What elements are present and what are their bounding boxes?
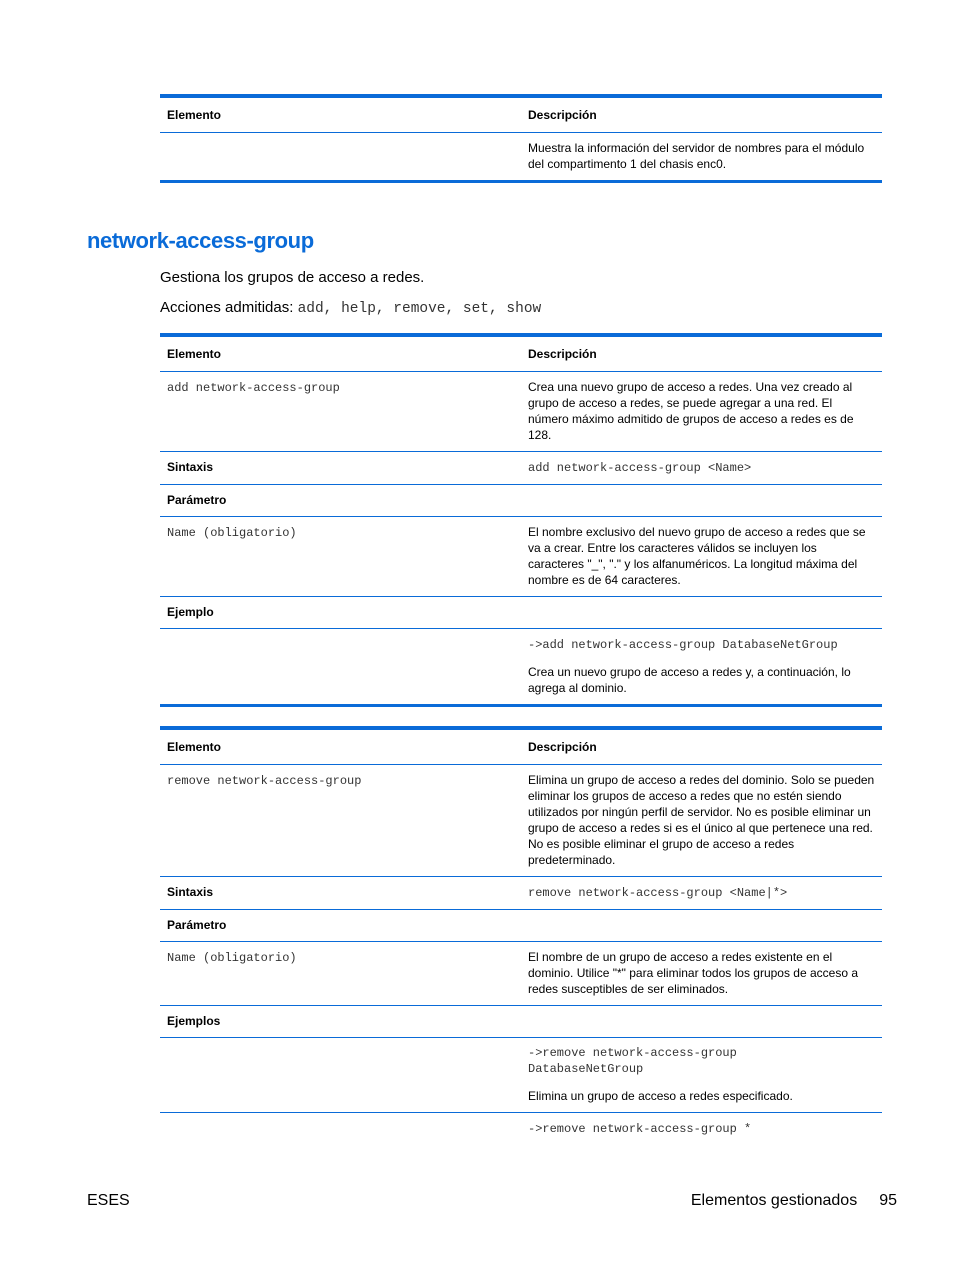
table-row-param xyxy=(160,942,882,1006)
command-cell xyxy=(160,372,521,452)
section-intro: Gestiona los grupos de acceso a redes. xyxy=(160,269,425,286)
example-description: Crea un nuevo grupo de acceso a redes y, a continuación, lo agrega al dominio. xyxy=(528,665,851,695)
param-description: El nombre exclusivo del nuevo grupo de acceso a redes que se va a crear. Entre los caracteres válidos se incluyen los caracteres "_", "." y los alfanuméricos. La longitud máxima del nombre es de 64 caracteres. xyxy=(528,525,866,587)
example-code-block xyxy=(528,1045,875,1077)
table-row-command xyxy=(160,372,882,452)
syntax-label: Sintaxis xyxy=(167,460,214,474)
table-row-command xyxy=(160,765,882,877)
footer-right xyxy=(691,1192,897,1210)
table-row-param xyxy=(160,517,882,597)
empty-cell xyxy=(160,1113,521,1146)
param-description: El nombre de un grupo de acceso a redes existente en el dominio. Utilice "*" para eliminar todos los grupos de acceso a redes susceptibles de ser eliminados. xyxy=(528,950,859,996)
empty-cell xyxy=(521,597,882,629)
table-row-examples-label xyxy=(160,1006,882,1038)
footer-section: Elementos gestionados xyxy=(690,1192,858,1209)
table-row xyxy=(160,133,882,182)
section-title: network-access-group xyxy=(87,228,314,253)
syntax-code: add network-access-group <Name> xyxy=(528,461,752,475)
command-description: Elimina un grupo de acceso a redes del dominio. Solo se pueden eliminar los grupos de acceso a redes que no estén siendo utilizados por ningún perfil de servidor. No es posible eliminar un grupo de acceso a redes si es el único al que pertenece una red. No es posible eliminar el grupo de acceso a redes predeterminado. xyxy=(528,773,875,867)
example-code: ->remove network-access-group * xyxy=(528,1122,752,1136)
examples-label: Ejemplos xyxy=(167,1014,221,1028)
table-header-row xyxy=(160,728,882,765)
table-row-param-label xyxy=(160,485,882,517)
syntax-code: remove network-access-group <Name|*> xyxy=(528,886,788,900)
param-name: Name (obligatorio) xyxy=(167,526,297,540)
table-add xyxy=(160,333,882,707)
header-elemento: Elemento xyxy=(167,740,222,754)
example-code-line-2: DatabaseNetGroup xyxy=(528,1062,644,1076)
table-row-example-1 xyxy=(160,1038,882,1113)
header-descripcion: Descripción xyxy=(528,740,597,754)
command-description: Crea una nuevo grupo de acceso a redes. Una vez creado al grupo de acceso a redes, se puede agregar a una red. El número máximo admitido de grupos de acceso a redes es de 128. xyxy=(528,380,854,442)
param-label: Parámetro xyxy=(167,918,227,932)
table-row-example-2 xyxy=(160,1113,882,1146)
empty-cell xyxy=(160,1038,521,1113)
empty-cell xyxy=(521,485,882,517)
example-code: ->add network-access-group DatabaseNetGroup xyxy=(528,638,838,652)
footer-locale: ESES xyxy=(87,1192,130,1209)
header-elemento: Elemento xyxy=(167,108,222,122)
header-descripcion: Descripción xyxy=(528,108,597,122)
example-code-line-1: ->remove network-access-group xyxy=(528,1046,737,1060)
actions-colon: : xyxy=(289,299,298,316)
command-cell xyxy=(160,765,521,877)
example-cell xyxy=(521,1038,882,1113)
example-cell xyxy=(521,629,882,706)
table-row-example-label xyxy=(160,597,882,629)
header-descripcion: Descripción xyxy=(528,347,597,361)
command-code: add network-access-group xyxy=(167,381,340,395)
table-row-example xyxy=(160,629,882,706)
example-description: Elimina un grupo de acceso a redes especificado. xyxy=(528,1089,793,1103)
table-remove xyxy=(160,726,882,1145)
command-code: remove network-access-group xyxy=(167,774,362,788)
table-row-syntax xyxy=(160,877,882,910)
empty-cell xyxy=(521,1006,882,1038)
example-label: Ejemplo xyxy=(167,605,214,619)
cell-description: Muestra la información del servidor de nombres para el módulo del compartimento 1 del chasis enc0. xyxy=(528,141,865,171)
actions-value: add, help, remove, set, show xyxy=(297,301,542,317)
syntax-cell xyxy=(521,452,882,485)
header-elemento: Elemento xyxy=(167,347,222,361)
table-row-syntax xyxy=(160,452,882,485)
empty-cell xyxy=(160,629,521,706)
example-cell xyxy=(521,1113,882,1146)
empty-cell xyxy=(521,910,882,942)
page-number: 95 xyxy=(879,1192,897,1209)
param-cell xyxy=(160,517,521,597)
table-header-row xyxy=(160,335,882,372)
table-top xyxy=(160,94,882,183)
syntax-cell xyxy=(521,877,882,910)
table-row-param-label xyxy=(160,910,882,942)
cell-element xyxy=(160,133,521,182)
supported-actions xyxy=(160,299,541,317)
table-header-row xyxy=(160,96,882,133)
syntax-label: Sintaxis xyxy=(167,885,214,899)
param-name: Name (obligatorio) xyxy=(167,951,297,965)
param-cell xyxy=(160,942,521,1006)
param-label: Parámetro xyxy=(167,493,227,507)
actions-label: Acciones admitidas xyxy=(160,299,290,316)
